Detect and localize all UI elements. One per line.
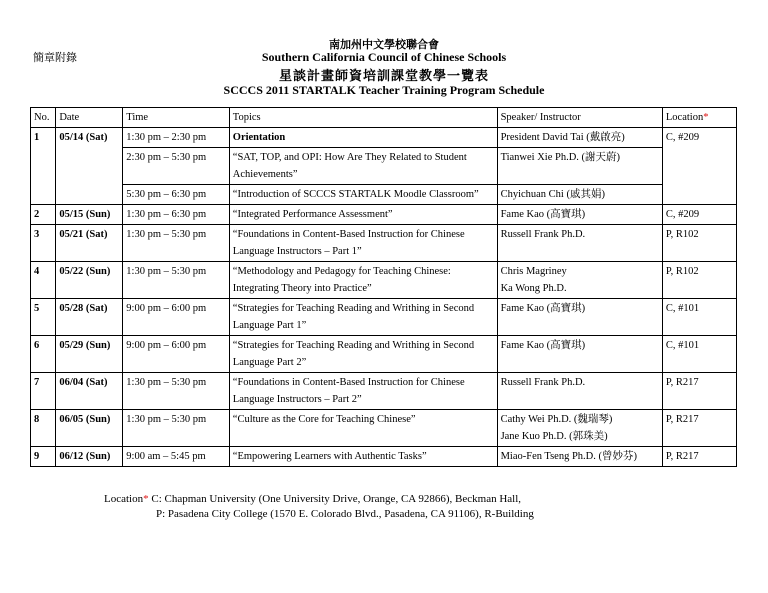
session-time: 9:00 pm – 6:00 pm — [123, 336, 230, 373]
session-speaker: Jane Kuo Ph.D. (郭珠美) — [500, 431, 608, 442]
session-topic: “Culture as the Core for Teaching Chinese” — [229, 410, 497, 447]
column-header: Speaker/ Instructor — [497, 108, 662, 128]
session-time: 1:30 pm – 5:30 pm — [123, 373, 230, 410]
session-date: 06/04 (Sat) — [56, 373, 123, 410]
session-topic: “Strategies for Teaching Reading and Writhing in Second Language Part 2” — [229, 336, 497, 373]
session-location: C, #209 — [662, 205, 736, 225]
schedule-title-english: SCCCS 2011 STARTALK Teacher Training Program Schedule — [223, 83, 545, 97]
session-number: 5 — [31, 299, 56, 336]
session-date: 05/21 (Sat) — [56, 225, 123, 262]
session-speaker: Tianwei Xie Ph.D. (謝天蔚) — [497, 148, 662, 185]
session-number: 6 — [31, 336, 56, 373]
session-number: 1 — [31, 128, 56, 205]
session-date: 06/12 (Sun) — [56, 447, 123, 467]
session-date: 05/29 (Sun) — [56, 336, 123, 373]
legend-word: Location — [104, 493, 144, 505]
session-topic: “Methodology and Pedagogy for Teaching Chinese: Integrating Theory into Practice” — [229, 262, 497, 299]
column-header: No. — [31, 108, 56, 128]
table-row — [31, 262, 737, 299]
table-row — [31, 299, 737, 336]
column-header: Topics — [229, 108, 497, 128]
session-number: 7 — [31, 373, 56, 410]
session-speaker: Miao-Fen Tseng Ph.D. (曾妙芬) — [497, 447, 662, 467]
session-time: 1:30 pm – 5:30 pm — [123, 410, 230, 447]
session-topic: “Introduction of SCCCS STARTALK Moodle Classroom” — [229, 185, 497, 205]
legend-chapman: C: Chapman University (One University Drive, Orange, CA 92866), Beckman Hall, — [148, 493, 522, 505]
session-date: 05/22 (Sun) — [56, 262, 123, 299]
asterisk-mark: * — [703, 112, 709, 123]
session-location: C, #209 — [662, 128, 736, 205]
table-row — [31, 410, 737, 447]
session-location: C, #101 — [662, 336, 736, 373]
session-speaker: Ka Wong Ph.D. — [500, 283, 567, 294]
session-speaker: Chris Magriney — [500, 266, 567, 277]
session-time: 1:30 pm – 2:30 pm — [123, 128, 230, 148]
legend-line — [104, 492, 534, 507]
session-time: 5:30 pm – 6:30 pm — [123, 185, 230, 205]
table-row — [31, 336, 737, 373]
session-time: 9:00 pm – 6:00 pm — [123, 299, 230, 336]
column-header: Time — [123, 108, 230, 128]
location-legend — [104, 492, 534, 522]
schedule-title-chinese: 星談計畫師資培訓課堂教學一覽表 — [278, 68, 489, 83]
table-row — [31, 205, 737, 225]
session-speaker: Chyichuan Chi (戚其娟) — [497, 185, 662, 205]
session-speaker: Fame Kao (高寶琪) — [497, 299, 662, 336]
session-number: 9 — [31, 447, 56, 467]
org-name-english: Southern California Council of Chinese Schools — [261, 50, 507, 64]
session-number: 4 — [31, 262, 56, 299]
session-location: P, R102 — [662, 262, 736, 299]
table-header-row — [31, 108, 737, 128]
table-row — [31, 373, 737, 410]
session-topic: “SAT, TOP, and OPI: How Are They Related to Student Achievements” — [229, 148, 497, 185]
session-speakers — [497, 262, 662, 299]
session-location: P, R102 — [662, 225, 736, 262]
session-number: 2 — [31, 205, 56, 225]
session-topic: “Foundations in Content-Based Instruction for Chinese Language Instructors – Part 2” — [229, 373, 497, 410]
session-topic: “Strategies for Teaching Reading and Writhing in Second Language Part 1” — [229, 299, 497, 336]
session-speaker: President David Tai (戴啟亮) — [497, 128, 662, 148]
session-location: P, R217 — [662, 447, 736, 467]
session-date: 06/05 (Sun) — [56, 410, 123, 447]
session-time: 1:30 pm – 5:30 pm — [123, 262, 230, 299]
session-speaker: Russell Frank Ph.D. — [497, 373, 662, 410]
session-speaker: Fame Kao (高寶琪) — [497, 336, 662, 373]
schedule-table — [30, 107, 737, 467]
session-time: 1:30 pm – 6:30 pm — [123, 205, 230, 225]
table-row — [31, 185, 737, 205]
asterisk-mark: * — [143, 493, 149, 505]
session-speakers — [497, 410, 662, 447]
org-name-chinese: 南加州中文學校聯合會 — [329, 39, 439, 51]
table-row — [31, 225, 737, 262]
table-row — [31, 128, 737, 148]
table-row — [31, 447, 737, 467]
column-header: Date — [56, 108, 123, 128]
session-speaker: Fame Kao (高寶琪) — [497, 205, 662, 225]
session-topic: “Integrated Performance Assessment” — [229, 205, 497, 225]
session-date: 05/28 (Sat) — [56, 299, 123, 336]
session-topic: “Foundations in Content-Based Instruction for Chinese Language Instructors – Part 1” — [229, 225, 497, 262]
session-date: 05/15 (Sun) — [56, 205, 123, 225]
session-topic: Orientation — [229, 128, 497, 148]
session-location: C, #101 — [662, 299, 736, 336]
column-header-location: Location* — [662, 108, 736, 128]
session-time: 1:30 pm – 5:30 pm — [123, 225, 230, 262]
session-time: 9:00 am – 5:45 pm — [123, 447, 230, 467]
session-number: 8 — [31, 410, 56, 447]
session-speaker: Russell Frank Ph.D. — [497, 225, 662, 262]
appendix-label: 簡章附錄 — [33, 52, 77, 64]
session-location: P, R217 — [662, 373, 736, 410]
session-number: 3 — [31, 225, 56, 262]
table-row — [31, 148, 737, 185]
legend-pasadena: P: Pasadena City College (1570 E. Colorado Blvd., Pasadena, CA 91106), R-Building — [156, 508, 534, 520]
session-location: P, R217 — [662, 410, 736, 447]
session-date: 05/14 (Sat) — [56, 128, 123, 205]
session-speaker: Cathy Wei Ph.D. (魏瑞琴) — [500, 414, 613, 425]
session-time: 2:30 pm – 5:30 pm — [123, 148, 230, 185]
session-topic: “Empowering Learners with Authentic Tasks” — [229, 447, 497, 467]
